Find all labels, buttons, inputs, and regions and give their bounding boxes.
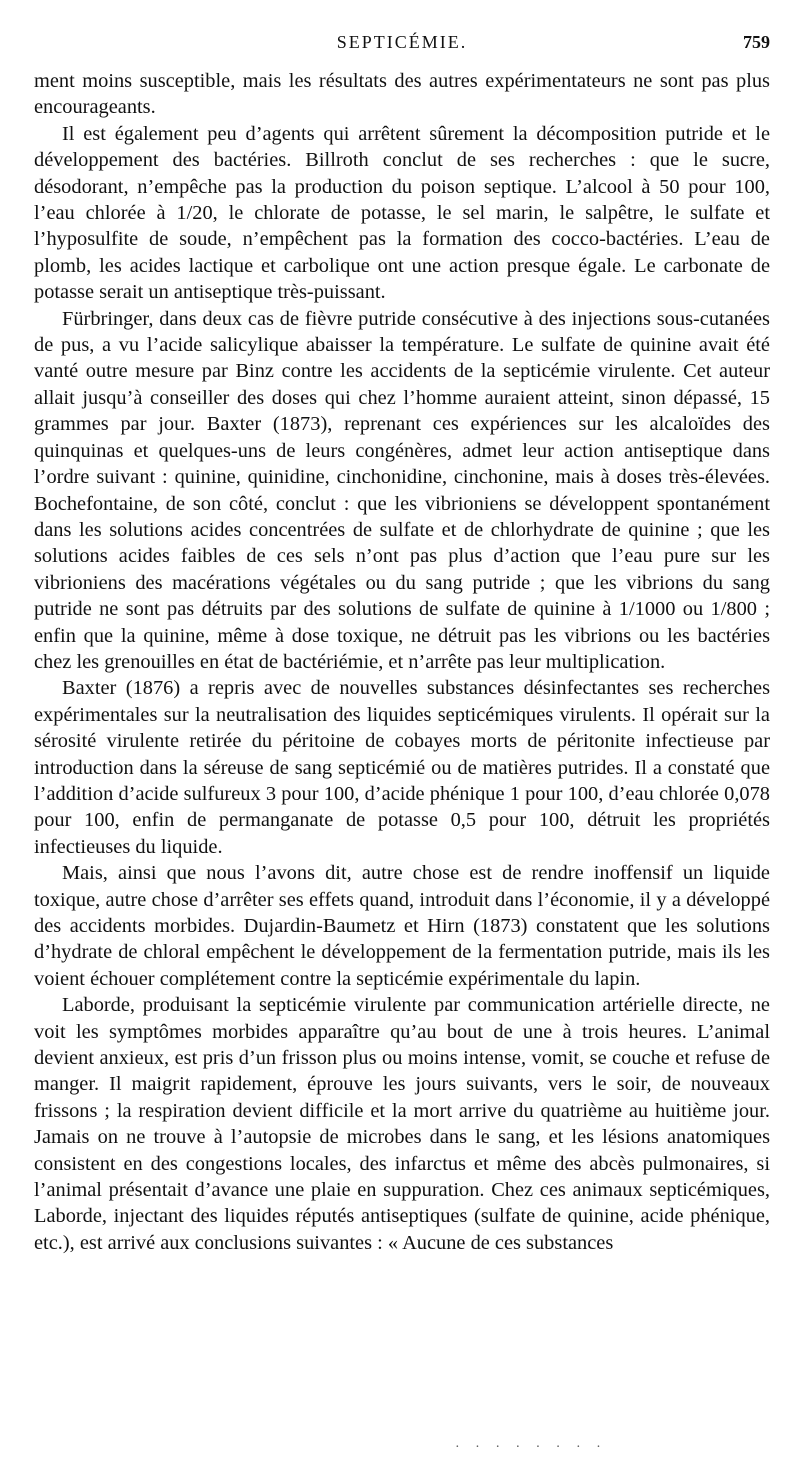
running-title: SEPTICÉMIE. bbox=[336, 32, 468, 52]
paragraph-laborde: Laborde, produisant la septicémie virulente par communication artérielle directe, ne voit les symptômes morbides apparaître qu’au bout de une à trois heures. L’animal devient anxieux, est pris d’un frisson plus ou moins intense, vomit, se couche et refuse de manger. Il maigrit rapidement, éprouve les jours suivants, vers le soir, de nouveaux frissons ; la respiration devient difficile et la mort arrive du quatrième au huitième jour. Jamais on ne trouve à l’autopsie de microbes dans le sang, et les lésions anatomiques consistent en des congestions locales, des infarctus et même des abcès pulmonaires, si l’animal présentait d’avance une plaie en suppuration. Chez ces animaux septicémiques, Laborde, injectant des liquides réputés antiseptiques (sulfate de quinine, acide phénique, etc.), est arrivé aux conclusions suivantes : « Aucune de ces substances bbox=[34, 994, 770, 1254]
print-artifact-dots: · · · · · · · · bbox=[455, 1440, 607, 1455]
paragraph-baxter: Baxter (1876) a repris avec de nouvelles substances désinfectantes ses recherches expérimentales sur la neutralisation des liquides septicémiques virulents. Il opérait sur la sérosité virulente retirée du péritoine de cobayes morts de péritonite infectieuse par introduction dans la séreuse de sang septicémié ou de matières putrides. Il a constaté que l’addition d’acide sulfureux 3 pour 100, d’acide phénique 1 pour 100, d’eau chlorée 0,078 pour 100, enfin de permanganate de potasse 0,5 pour 100, détruit les propriétés infectieuses du liquide. bbox=[34, 677, 770, 858]
paragraph-dujardin-baumetz: Mais, ainsi que nous l’avons dit, autre chose est de rendre inoffensif un liquide toxique, autre chose d’arrêter ses effets quand, introduit dans l’économie, il y a développé des accidents morbides. Dujardin-Baumetz et Hirn (1873) constatent que les solutions d’hydrate de chloral empêchent le développement de la fermentation putride, mais ils les voient échouer complétement contre la septicémie expérimentale du lapin. bbox=[34, 862, 770, 990]
page-header bbox=[34, 32, 770, 58]
paragraph-continuation: ment moins susceptible, mais les résultats des autres expérimentateurs ne sont pas plus encourageants. bbox=[34, 70, 770, 119]
page-number: 759 bbox=[743, 32, 770, 52]
paragraph-furbringer: Fürbringer, dans deux cas de fièvre putride consécutive à des injections sous-cutanées de pus, a vu l’acide salicylique abaisser la température. Le sulfate de quinine avait été vanté outre mesure par Binz contre les accidents de la septicémie virulente. Cet auteur allait jusqu’à conseiller des doses qui chez l’homme auraient atteint, sinon dépassé, 15 grammes par jour. Baxter (1873), reprenant ces expériences sur les alcaloïdes des quinquinas et quelques-uns de leurs congénères, admet leur action antiseptique dans l’ordre suivant : quinine, quinidine, cinchonidine, cinchonine, mais à doses très-élevées. Bochefontaine, de son côté, conclut : que les vibrioniens se développent spontanément dans les solutions acides concentrées de sulfate et de chlorhydrate de quinine ; que les solutions acides faibles de ces sels n’ont pas plus d’action que l’eau pure sur les vibrioniens des macérations végétales ou du sang putride ; que les vibrions du sang putride ne sont pas détruits par des solutions de sulfate de quinine à 1/1000 ou 1/800 ; enfin que la quinine, même à dose toxique, ne détruit pas les vibrions ou les bactéries chez les grenouilles en état de bactériémie, et n’arrête pas leur multiplication. bbox=[34, 307, 770, 673]
body-text bbox=[34, 68, 770, 1256]
paragraph-billroth: Il est également peu d’agents qui arrêtent sûrement la décomposition putride et le développement des bactéries. Billroth conclut de ses recherches : que le sucre, désodorant, n’empêche pas la production du poison septique. L’alcool à 50 pour 100, l’eau chlorée à 1/20, le chlorate de potasse, le sel marin, le salpêtre, le sulfate et l’hyposulfite de soude, n’empêchent pas la formation des cocco-bactéries. L’eau de plomb, les acides lactique et carbolique ont une action presque égale. Le carbonate de potasse serait un antiseptique très-puissant. bbox=[34, 122, 770, 304]
